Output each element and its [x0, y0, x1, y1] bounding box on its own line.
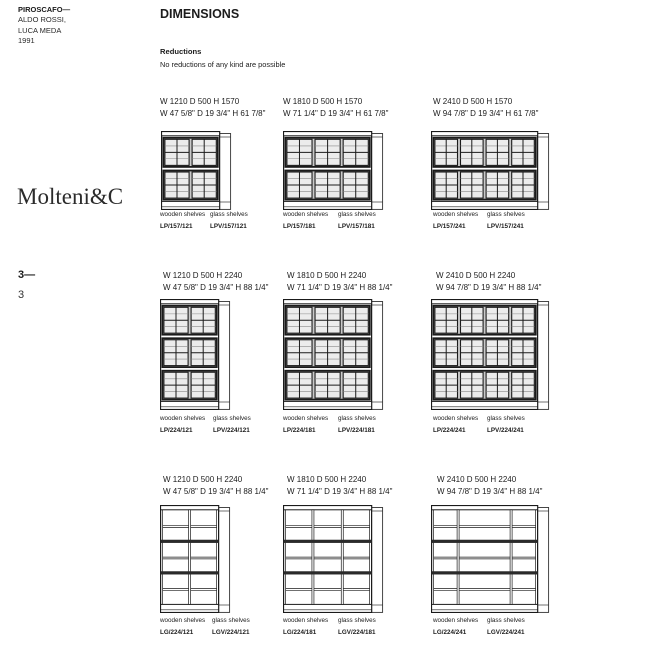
page-title: DIMENSIONS [160, 7, 240, 21]
cabinet-side-panel [219, 302, 230, 410]
bay-divider [189, 510, 191, 605]
glass-shelves-code: LGV/224/241 [487, 629, 525, 636]
glass-shelves-code: LPV/157/121 [210, 223, 247, 230]
wooden-shelves-label: wooden shelves [433, 415, 479, 422]
cabinet-plinth [284, 201, 372, 209]
glass-shelves-label: glass shelves [338, 211, 376, 218]
cabinet-plinth [161, 401, 219, 409]
tier-divider-band [161, 571, 219, 574]
glass-shelves-code: LPV/224/181 [338, 427, 375, 434]
cabinet-cornice [432, 506, 538, 510]
glass-shelves-label: glass shelves [212, 617, 250, 624]
glass-shelves-code: LPV/224/121 [213, 427, 250, 434]
designer-name: ALDO ROSSI, [18, 15, 66, 25]
dimensions-imperial: W 71 1/4" D 19 3/4" H 88 1/4" [287, 487, 393, 496]
collection-credits [18, 5, 70, 47]
reductions-note: No reductions of any kind are possible [160, 60, 286, 69]
wooden-shelves-label: wooden shelves [160, 211, 206, 218]
dimensions-imperial: W 71 1/4" D 19 3/4" H 88 1/4" [287, 283, 393, 292]
cabinet-cornice [284, 132, 372, 136]
glass-shelves-label: glass shelves [338, 617, 376, 624]
bay-divider [510, 510, 512, 605]
page-number: 3 [18, 289, 25, 301]
wooden-shelves-code: LP/224/241 [433, 427, 466, 434]
wooden-shelves-code: LG/224/241 [433, 629, 467, 636]
dimensions-imperial: W 94 7/8" D 19 3/4" H 88 1/4" [436, 283, 542, 292]
tier-divider-band [432, 540, 538, 543]
glass-shelves-label: glass shelves [487, 211, 525, 218]
dimensions-metric: W 1210 D 500 H 2240 [163, 475, 243, 484]
wooden-shelves-label: wooden shelves [283, 415, 329, 422]
wooden-shelves-label: wooden shelves [160, 415, 206, 422]
glass-shelves-label: glass shelves [487, 617, 525, 624]
cabinet-side-panel [219, 508, 230, 613]
dimensions-metric: W 1810 D 500 H 1570 [283, 97, 363, 106]
glass-shelves-code: LGV/224/121 [212, 629, 250, 636]
wooden-shelves-code: LP/157/181 [283, 223, 316, 230]
section-number: 3— [18, 269, 36, 281]
cabinet-side-panel [538, 134, 549, 210]
cabinet-drawing [283, 299, 384, 410]
cabinet-side-panel [372, 134, 383, 210]
dimensions-metric: W 1210 D 500 H 2240 [163, 271, 243, 280]
cabinet-plinth [432, 401, 538, 409]
wooden-shelves-code: LP/224/121 [160, 427, 193, 434]
dimensions-metric: W 2410 D 500 H 2240 [436, 271, 516, 280]
bay-divider [457, 510, 459, 605]
cabinet-plinth [161, 604, 219, 612]
cabinet-cornice [432, 300, 538, 304]
glass-shelves-label: glass shelves [210, 211, 248, 218]
tier-divider-band [432, 571, 538, 574]
cabinet-plinth [432, 604, 538, 612]
cabinet-side-panel [220, 134, 231, 210]
glass-shelves-code: LPV/157/181 [338, 223, 375, 230]
collection-name: PIROSCAFO— [18, 5, 71, 14]
glass-shelves-code: LGV/224/181 [338, 629, 376, 636]
designer-name: LUCA MEDA [18, 25, 62, 35]
wooden-shelves-code: LP/157/241 [433, 223, 466, 230]
cabinet-drawing [161, 131, 232, 210]
wooden-shelves-code: LP/224/181 [283, 427, 316, 434]
cabinet-side-panel [538, 302, 549, 410]
cabinet-cornice [284, 300, 372, 304]
cabinet-plinth [162, 201, 220, 209]
cabinet-cornice [161, 300, 219, 304]
cabinet-drawing [431, 131, 550, 210]
wooden-shelves-code: LG/224/121 [160, 629, 194, 636]
cabinet-side-panel [372, 508, 383, 613]
wooden-shelves-label: wooden shelves [160, 617, 206, 624]
cabinet-cornice [432, 132, 538, 136]
wooden-shelves-label: wooden shelves [283, 211, 329, 218]
dimensions-metric: W 2410 D 500 H 2240 [437, 475, 517, 484]
wooden-shelves-label: wooden shelves [433, 211, 479, 218]
glass-shelves-code: LPV/157/241 [487, 223, 524, 230]
bay-divider [341, 510, 343, 605]
cabinet-drawing [283, 131, 384, 210]
glass-shelves-label: glass shelves [487, 415, 525, 422]
tier-divider-band [284, 540, 372, 543]
dimensions-imperial: W 47 5/8" D 19 3/4" H 88 1/4" [163, 487, 269, 496]
dimensions-metric: W 1210 D 500 H 1570 [160, 97, 240, 106]
dimensions-metric: W 2410 D 500 H 1570 [433, 97, 513, 106]
cabinet-plinth [284, 401, 372, 409]
dimensions-imperial: W 94 7/8" D 19 3/4" H 61 7/8" [433, 109, 539, 118]
wooden-shelves-code: LP/157/121 [160, 223, 193, 230]
dimensions-imperial: W 71 1/4" D 19 3/4" H 61 7/8" [283, 109, 389, 118]
brand-logo: Molteni&C [17, 184, 124, 209]
glass-shelves-label: glass shelves [213, 415, 251, 422]
cabinet-drawing [431, 505, 550, 613]
wooden-shelves-label: wooden shelves [433, 617, 479, 624]
cabinet-drawing [160, 505, 231, 613]
glass-shelves-label: glass shelves [338, 415, 376, 422]
cabinet-cornice [161, 506, 219, 510]
cabinet-cornice [162, 132, 220, 136]
collection-year: 1991 [18, 36, 35, 46]
tier-divider-band [284, 571, 372, 574]
cabinet-plinth [284, 604, 372, 612]
dimensions-metric: W 1810 D 500 H 2240 [287, 271, 367, 280]
cabinet-drawing [431, 299, 550, 410]
cabinet-cornice [284, 506, 372, 510]
cabinet-plinth [432, 201, 538, 209]
cabinet-drawing [160, 299, 231, 410]
cabinet-drawing [283, 505, 384, 613]
dimensions-imperial: W 94 7/8" D 19 3/4" H 88 1/4" [437, 487, 543, 496]
glass-shelves-code: LPV/224/241 [487, 427, 524, 434]
tier-divider-band [161, 540, 219, 543]
dimensions-imperial: W 47 5/8" D 19 3/4" H 88 1/4" [163, 283, 269, 292]
dimensions-imperial: W 47 5/8" D 19 3/4" H 61 7/8" [160, 109, 266, 118]
bay-divider [312, 510, 314, 605]
dimensions-metric: W 1810 D 500 H 2240 [287, 475, 367, 484]
wooden-shelves-label: wooden shelves [283, 617, 329, 624]
reductions-heading: Reductions [160, 47, 202, 56]
cabinet-side-panel [372, 302, 383, 410]
cabinet-side-panel [538, 508, 549, 613]
wooden-shelves-code: LG/224/181 [283, 629, 317, 636]
